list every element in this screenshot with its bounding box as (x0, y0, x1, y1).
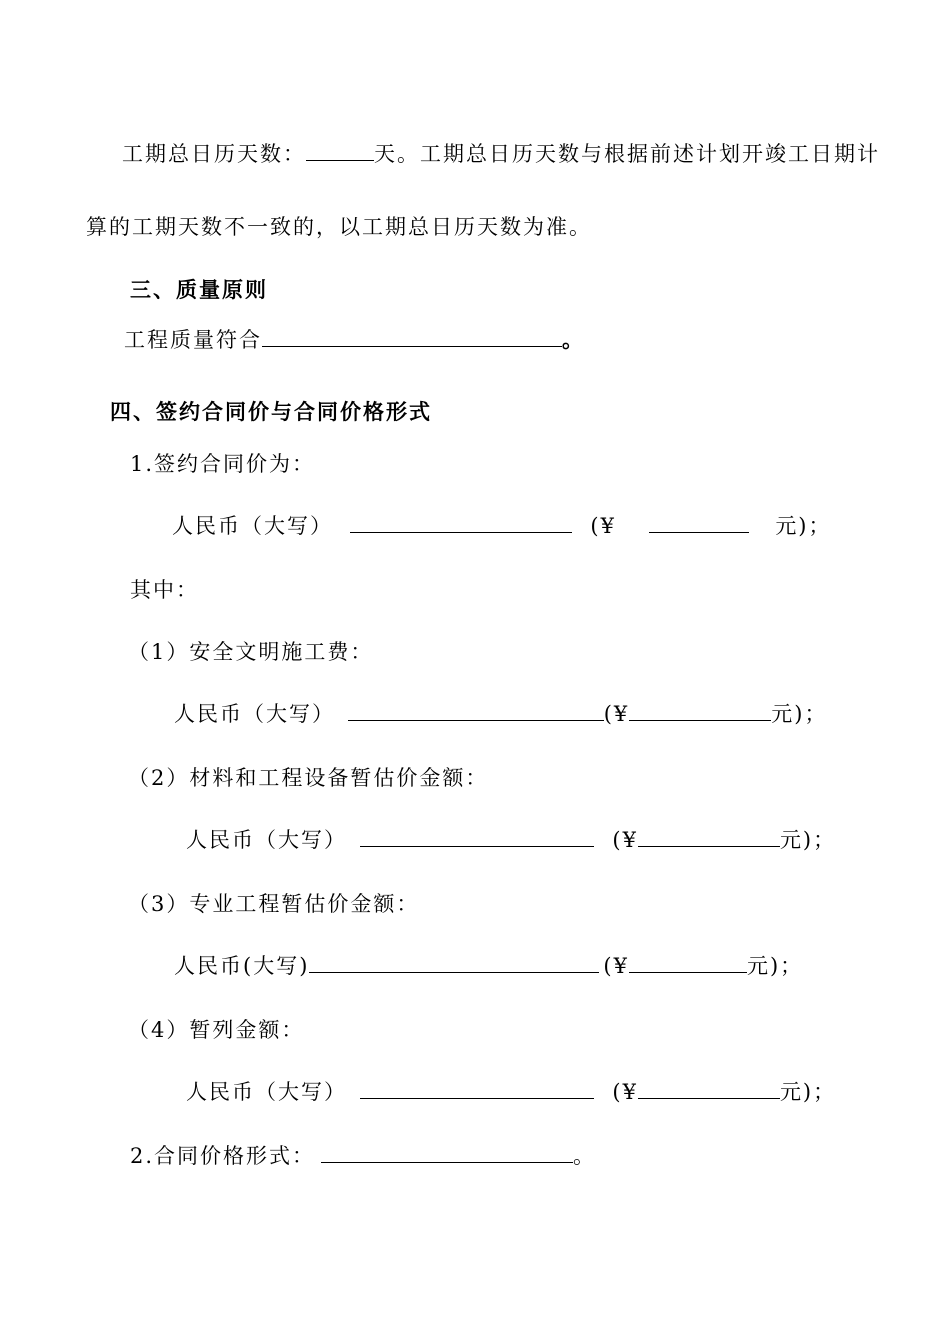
yen-open: (¥ (612, 828, 638, 852)
period-description: 天。工期总日历天数与根据前述计划开竣工日期计 (374, 142, 880, 166)
safety-fee-amount-blank[interactable] (629, 700, 771, 721)
materials-words-blank[interactable] (360, 826, 594, 847)
yen-open: (¥ (603, 954, 629, 978)
quality-line (124, 326, 585, 354)
quality-label: 工程质量符合 (124, 328, 262, 352)
yen-open: (¥ (603, 702, 630, 726)
period-label: 工期总日历天数： (122, 142, 306, 166)
yuan-close: 元)； (779, 1080, 837, 1104)
provisional-sum-line (186, 1078, 836, 1106)
price-form-line (130, 1142, 596, 1170)
safety-fee-line (174, 700, 827, 728)
provisional-sum-label: （4）暂列金额： (128, 1018, 305, 1042)
price-form-label: 2.合同价格形式： (130, 1144, 316, 1168)
yen-open: (¥ (590, 514, 616, 538)
provisional-amount-blank[interactable] (638, 1078, 780, 1099)
of-which-label: 其中： (130, 578, 199, 602)
rmb-label: 人民币（大写） (186, 1080, 347, 1104)
yuan-close: 元)； (771, 702, 828, 726)
quality-standard-blank[interactable] (262, 326, 562, 347)
rmb-label: 人民币（大写） (174, 702, 335, 726)
yen-open: (¥ (612, 1080, 638, 1104)
rmb-label: 人民币（大写） (186, 828, 347, 852)
provisional-words-blank[interactable] (360, 1078, 594, 1099)
quality-heading: 三、质量原则 (130, 277, 268, 302)
yuan-close: 元)； (779, 828, 837, 852)
rmb-label: 人民币（大写） (172, 514, 333, 538)
specialty-amount-blank[interactable] (629, 952, 747, 973)
price-heading: 四、签约合同价与合同价格形式 (110, 399, 432, 424)
contract-price-line (172, 512, 832, 540)
materials-estimate-line (186, 826, 836, 854)
contract-price-item: 1.签约合同价为： (130, 452, 316, 476)
materials-estimate-label: （2）材料和工程设备暂估价金额： (128, 766, 489, 790)
price-form-end: 。 (573, 1144, 597, 1168)
price-form-blank[interactable] (321, 1142, 573, 1163)
period-line-1 (122, 140, 880, 168)
safety-fee-label: （1）安全文明施工费： (128, 640, 374, 664)
specialty-estimate-line (174, 952, 803, 980)
contract-price-amount-blank[interactable] (649, 512, 749, 533)
materials-amount-blank[interactable] (638, 826, 780, 847)
safety-fee-words-blank[interactable] (348, 700, 604, 721)
contract-price-words-blank[interactable] (350, 512, 572, 533)
quality-end: 。 (562, 327, 585, 352)
yuan-close: 元)； (746, 954, 804, 978)
specialty-words-blank[interactable] (309, 952, 599, 973)
yuan-close: 元)； (775, 514, 832, 538)
rmb-label: 人民币(大写) (174, 954, 310, 978)
specialty-estimate-label: （3）专业工程暂估价金额： (128, 892, 420, 916)
period-line-2: 算的工期天数不一致的，以工期总日历天数为准。 (86, 215, 592, 239)
period-days-blank[interactable] (306, 140, 374, 161)
